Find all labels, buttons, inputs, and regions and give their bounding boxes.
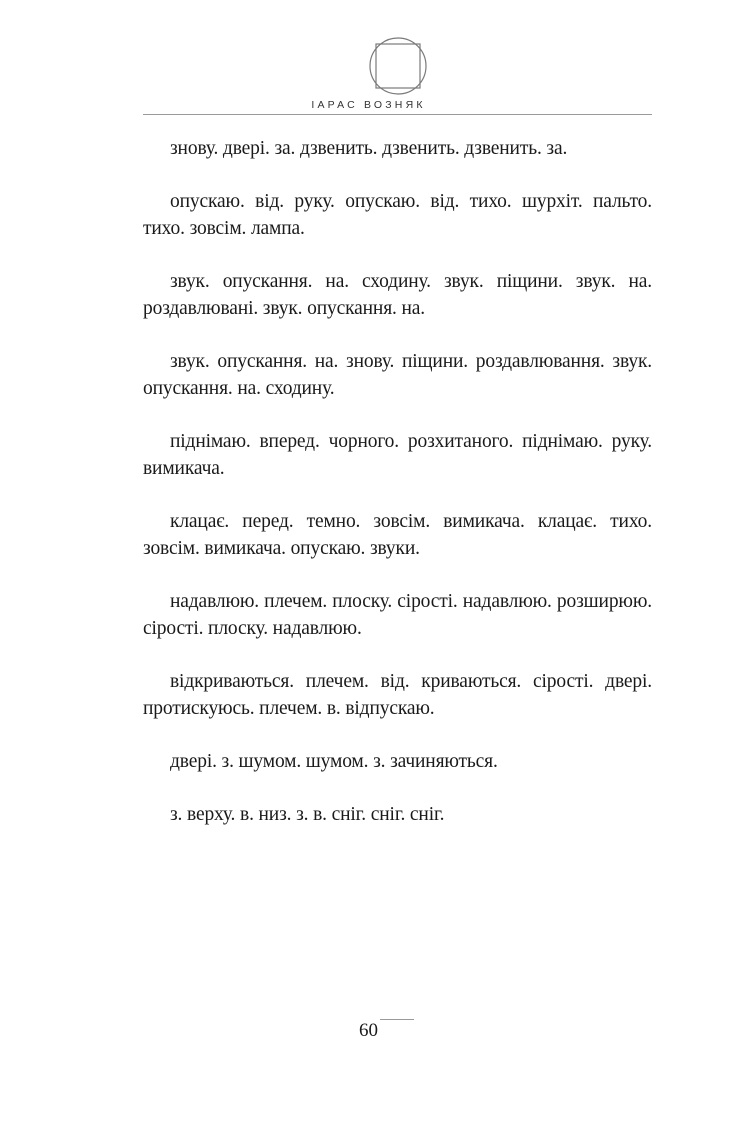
page-number: 60 (359, 1020, 378, 1041)
paragraph: відкриваються. плечем. від. криваються. сірості. двері. протискуюсь. плечем. в. відпускаю. (143, 671, 652, 719)
poem-body (143, 135, 652, 854)
running-header-author: ІАРАС ВОЗНЯК (311, 99, 426, 111)
paragraph: знову. двері. за. дзвенить. дзвенить. дзвенить. за. (170, 138, 568, 159)
circle-square-logo-icon (368, 36, 428, 96)
paragraph: клацає. перед. темно. зовсім. вимикача. клацає. тихо. зовсім. вимикача. опускаю. звуки. (143, 511, 652, 559)
paragraph: звук. опускання. на. сходину. звук. піщини. звук. на. роздавлювані. звук. опускання. на. (143, 271, 652, 319)
paragraph: піднімаю. вперед. чорного. розхитаного. піднімаю. руку. вимикача. (143, 431, 652, 479)
paragraph: опускаю. від. руку. опускаю. від. тихо. шурхіт. пальто. тихо. зовсім. лампа. (143, 191, 652, 239)
paragraph: двері. з. шумом. шумом. з. зачиняються. (170, 751, 498, 772)
paragraph: надавлюю. плечем. плоску. сірості. надавлюю. розширюю. сірості. плоску. надавлюю. (143, 591, 652, 639)
header-divider (143, 114, 652, 115)
paragraph: звук. опускання. на. знову. піщини. роздавлювання. звук. опускання. на. сходину. (143, 351, 652, 399)
paragraph: з. верху. в. низ. з. в. сніг. сніг. сніг. (170, 804, 445, 825)
